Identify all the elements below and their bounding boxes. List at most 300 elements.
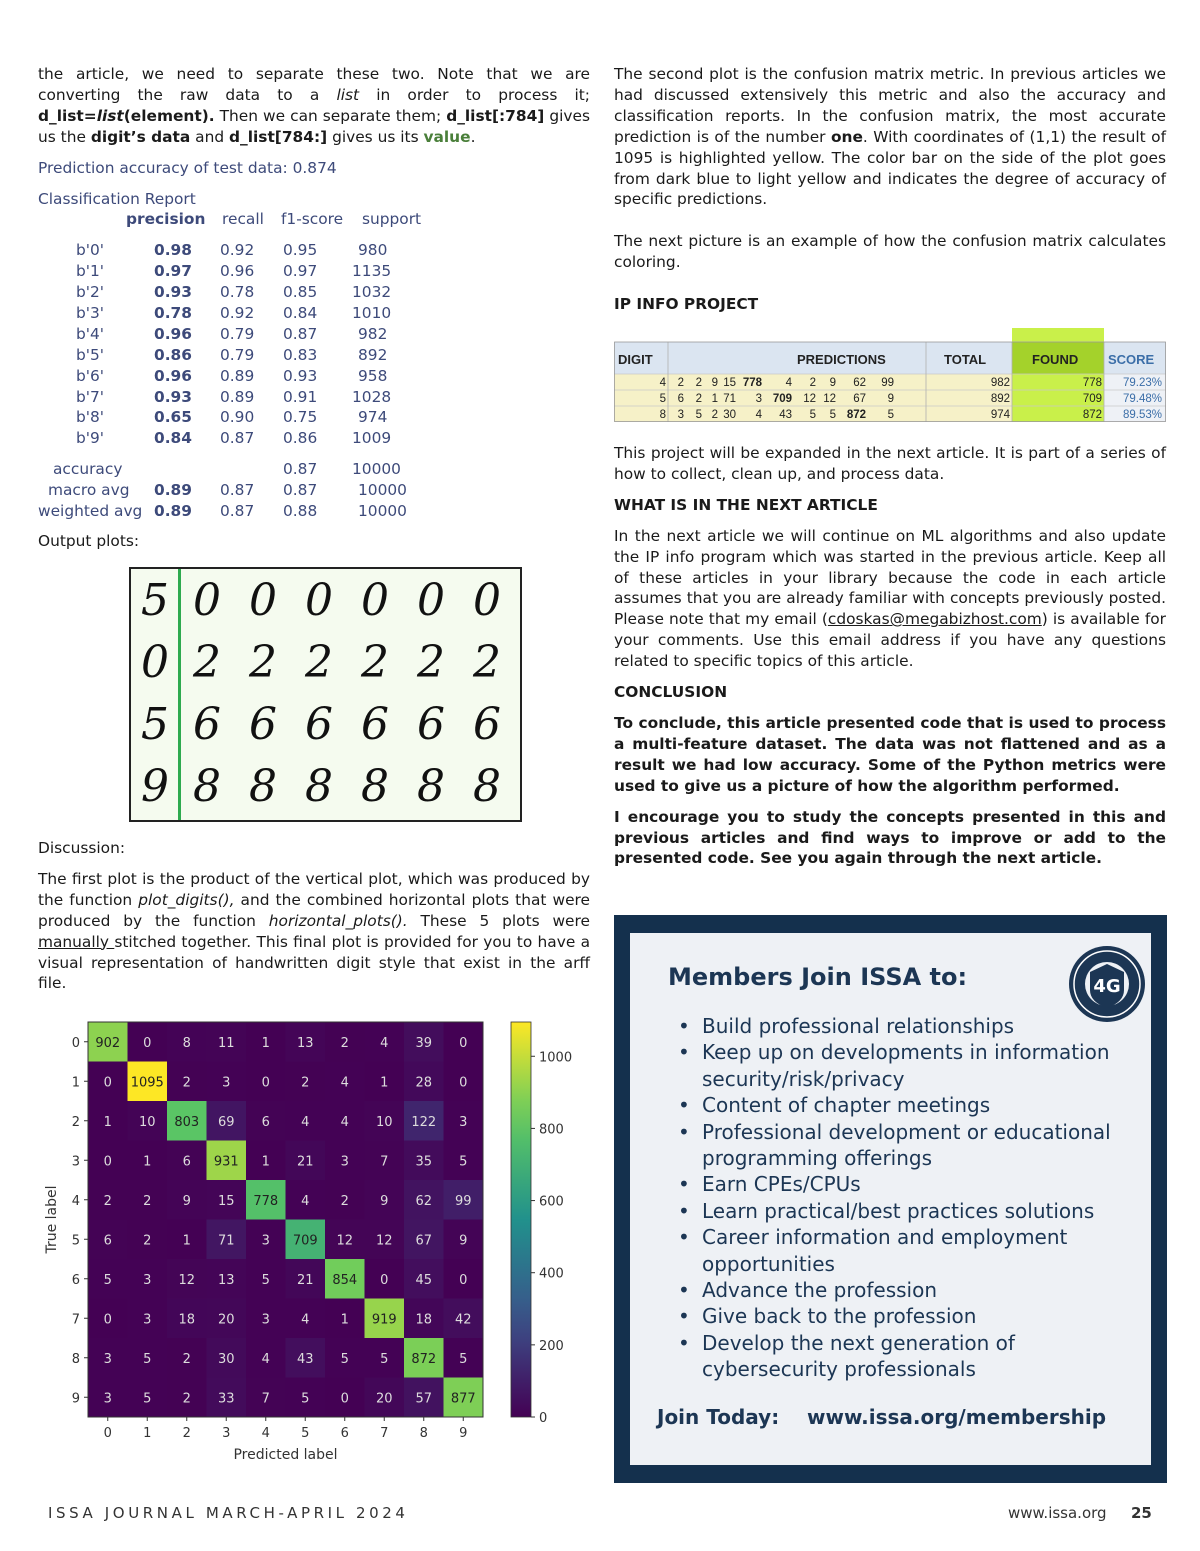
- handwritten-digit: 6: [417, 698, 445, 750]
- left-column: [38, 64, 590, 552]
- cm-cell-value: 5: [103, 1272, 112, 1288]
- report-recall: 0.79: [220, 345, 255, 364]
- ip-row-score: 79.48%: [1122, 393, 1162, 405]
- report-support: 1028: [352, 387, 392, 406]
- report-precision: 0.89: [154, 502, 192, 520]
- footer-site-link[interactable]: www.issa.org: [1008, 1504, 1107, 1522]
- cm-cell-value: 12: [178, 1272, 196, 1288]
- cm-cell-value: 6: [103, 1233, 112, 1249]
- report-f1: 0.87: [283, 481, 318, 500]
- ip-row-prediction: 2: [711, 409, 718, 421]
- cm-cell-value: 709: [292, 1233, 318, 1249]
- report-row: [38, 387, 590, 408]
- report-recall: 0.96: [220, 262, 255, 281]
- cm-cell-value: 1: [261, 1035, 270, 1051]
- cm-cell-value: 0: [103, 1312, 112, 1328]
- ip-info-table: [614, 328, 1166, 422]
- report-precision: 0.65: [154, 408, 192, 427]
- cm-cell-value: 12: [336, 1233, 354, 1249]
- handwritten-digit-grid: [129, 567, 522, 822]
- report-summary: [38, 459, 590, 522]
- cm-cell-value: 5: [380, 1351, 389, 1367]
- report-row-label: accuracy: [53, 460, 123, 479]
- report-row-label: b'3': [76, 303, 105, 322]
- output-plots-label: Output plots:: [38, 531, 140, 550]
- ip-row-prediction: 5: [829, 409, 836, 421]
- ip-table-header: TOTAL: [944, 352, 987, 367]
- cm-cell-value: 4: [301, 1193, 310, 1209]
- report-header-support: support: [362, 210, 422, 229]
- cm-cell-value: 0: [103, 1075, 112, 1091]
- report-f1: 0.87: [283, 460, 318, 479]
- ad-panel: [630, 933, 1151, 1465]
- report-row-label: weighted avg: [38, 502, 143, 520]
- report-f1: 0.93: [283, 366, 318, 385]
- cm-cell-value: 931: [213, 1154, 239, 1170]
- handwritten-digit: 0: [141, 636, 169, 688]
- ip-row-found: 778: [1082, 377, 1102, 389]
- cm-cell-value: 4: [301, 1312, 310, 1328]
- cm-cell-value: 69: [217, 1114, 235, 1130]
- report-precision: 0.98: [154, 241, 192, 260]
- report-f1: 0.97: [283, 262, 318, 281]
- cm-cell-value: 0: [380, 1272, 389, 1288]
- report-row: [38, 480, 590, 501]
- report-row: [38, 501, 590, 522]
- handwritten-digit: 8: [417, 760, 445, 812]
- cm-y-tick-label: 8: [71, 1351, 80, 1367]
- cm-cell-value: 7: [261, 1391, 270, 1407]
- report-row-label: b'9': [76, 429, 105, 448]
- cm-cell-value: 42: [454, 1312, 472, 1328]
- ip-row-prediction: 30: [723, 409, 736, 421]
- handwritten-digit: 2: [473, 636, 501, 688]
- cm-cell-value: 3: [103, 1391, 112, 1407]
- cm-cell-value: 5: [340, 1351, 349, 1367]
- cm-cell-value: 30: [217, 1351, 235, 1367]
- cm-colorbar-tick-label: 200: [539, 1338, 564, 1354]
- cm-y-tick-label: 9: [71, 1391, 80, 1407]
- handwritten-digit: 0: [305, 574, 333, 626]
- report-support: 1010: [352, 303, 392, 322]
- footer-journal: ISSA JOURNAL MARCH-APRIL 2024: [48, 1504, 409, 1522]
- ad-title: Members Join ISSA to:: [668, 963, 968, 991]
- ad-benefit-item: • Advance the profession: [678, 1277, 1118, 1303]
- confusion-matrix-svg: [38, 1012, 590, 1482]
- cm-cell-value: 1: [261, 1154, 270, 1170]
- cm-cell-value: 1: [182, 1233, 191, 1249]
- ip-row-prediction: 2: [695, 377, 702, 389]
- report-support: 1135: [352, 262, 392, 281]
- ad-benefit-item: • Build professional relationships: [678, 1013, 1118, 1039]
- report-recall: 0.89: [220, 387, 255, 406]
- ip-row-total: 974: [990, 409, 1010, 421]
- ip-row-prediction: 71: [723, 393, 736, 405]
- project-expansion-paragraph: This project will be expanded in the next article. It is part of a series of how to collect, clean up, and process data.: [614, 444, 1166, 483]
- report-precision: 0.78: [154, 303, 192, 322]
- ip-row-score: 89.53%: [1122, 409, 1162, 421]
- ip-row-prediction: 5: [809, 409, 816, 421]
- ip-row-prediction: 9: [711, 377, 718, 389]
- report-f1: 0.87: [283, 324, 318, 343]
- report-row-label: macro avg: [48, 481, 130, 500]
- cm-cell-value: 9: [459, 1233, 468, 1249]
- cm-cell-value: 3: [261, 1312, 270, 1328]
- report-support: 10000: [358, 481, 407, 500]
- cm-cell-value: 0: [143, 1035, 152, 1051]
- handwritten-digit: 2: [361, 636, 389, 688]
- report-support: 980: [358, 241, 388, 260]
- handwritten-digit: 6: [305, 698, 333, 750]
- cm-cell-value: 4: [340, 1114, 349, 1130]
- handwritten-digit: 8: [361, 760, 389, 812]
- report-row: [38, 459, 590, 480]
- cm-cell-value: 3: [340, 1154, 349, 1170]
- ip-row-prediction: 12: [803, 393, 816, 405]
- report-recall: 0.78: [220, 283, 255, 302]
- report-row-label: b'4': [76, 324, 105, 343]
- ip-table-header: PREDICTIONS: [797, 352, 886, 367]
- cm-cell-value: 2: [143, 1193, 152, 1209]
- ip-row-prediction: 872: [846, 409, 866, 421]
- ip-row-prediction: 12: [823, 393, 836, 405]
- cm-cell-value: 71: [217, 1233, 235, 1249]
- discussion-paragraph: The first plot is the product of the vertical plot, which was produced by the function plot_digits(), and the combined horizontal plots that were produced by the function horizontal_plots(). These 5 plots were manually stitched together. This final plot is provided for you to have a visual representation of handwritten digit style that exist in the arff file.: [38, 869, 591, 993]
- cm-cell-value: 0: [459, 1272, 468, 1288]
- cm-cell-value: 6: [182, 1154, 191, 1170]
- cm-cell-value: 18: [415, 1312, 433, 1328]
- report-f1: 0.86: [283, 429, 318, 448]
- ip-row-prediction: 4: [785, 377, 792, 389]
- report-row: [38, 428, 590, 449]
- cm-cell-value: 5: [459, 1154, 468, 1170]
- ad-benefit-item: • Give back to the profession: [678, 1303, 1118, 1329]
- classification-report: [38, 189, 590, 522]
- handwritten-digit: 6: [249, 698, 277, 750]
- cm-x-axis-label: Predicted label: [233, 1447, 338, 1463]
- report-row-label: b'6': [76, 366, 105, 385]
- report-f1: 0.95: [283, 241, 318, 260]
- ip-row-digit: 5: [659, 393, 666, 405]
- cm-cell-value: 39: [415, 1035, 433, 1051]
- report-row: [38, 261, 590, 282]
- ip-row-prediction: 9: [829, 377, 836, 389]
- right-column-lower: [614, 443, 1166, 869]
- cm-cell-value: 43: [296, 1351, 314, 1367]
- handwritten-digit: 5: [141, 574, 169, 626]
- footer-page-number: 25: [1131, 1504, 1152, 1522]
- cm-cell-value: 0: [459, 1075, 468, 1091]
- report-support: 974: [358, 408, 388, 427]
- cm-cell-value: 28: [415, 1075, 433, 1091]
- handwritten-digit: 2: [305, 636, 333, 688]
- cm-colorbar-tick-label: 0: [539, 1411, 548, 1426]
- cm-cell-value: 1095: [130, 1075, 164, 1091]
- ip-row-prediction: 709: [772, 393, 792, 405]
- cm-cell-value: 18: [178, 1312, 196, 1328]
- cm-cell-value: 2: [182, 1351, 191, 1367]
- ip-row-found: 872: [1082, 409, 1102, 421]
- cm-cell-value: 0: [340, 1391, 349, 1407]
- cm-cell-value: 1: [103, 1114, 112, 1130]
- handwritten-digit: 6: [361, 698, 389, 750]
- cm-x-tick-label: 7: [380, 1426, 389, 1441]
- ip-table-header: FOUND: [1032, 352, 1079, 367]
- heading-conclusion: CONCLUSION: [614, 683, 728, 702]
- ip-row-prediction: 3: [677, 409, 684, 421]
- ip-row-prediction: 62: [853, 377, 866, 389]
- cm-cell-value: 1: [380, 1075, 389, 1091]
- cm-cell-value: 9: [380, 1193, 389, 1209]
- cm-cell-value: 20: [375, 1391, 393, 1407]
- handwritten-digit: 5: [141, 698, 169, 750]
- ip-info-table-svg: [614, 328, 1166, 422]
- ip-table-header: DIGIT: [618, 352, 653, 367]
- cm-x-tick-label: 9: [459, 1426, 468, 1441]
- cm-cell-value: 2: [103, 1193, 112, 1209]
- cm-x-tick-label: 1: [143, 1426, 152, 1441]
- report-row: [38, 345, 590, 366]
- cm-y-tick-label: 6: [71, 1272, 80, 1288]
- ip-row-prediction: 2: [695, 393, 702, 405]
- heading-next-article: WHAT IS IN THE NEXT ARTICLE: [614, 495, 878, 514]
- cm-x-tick-label: 0: [103, 1426, 112, 1441]
- cm-cell-value: 62: [415, 1193, 433, 1209]
- ip-row-prediction: 5: [695, 409, 702, 421]
- ip-row-prediction: 3: [755, 393, 762, 405]
- ip-row-total: 982: [990, 377, 1010, 389]
- confusion-explanation: The second plot is the confusion matrix metric. In previous articles we had discussed extensively this metric and also the accuracy and classification reports. In the confusion matrix, the most accurate prediction is of the number one. With coordinates of (1,1) the result of 1095 is highlighted yellow. The color bar on the side of the plot goes from dark blue to light yellow and indicates the degree of accuracy of specific predictions.: [614, 65, 1166, 209]
- cm-cell-value: 67: [415, 1233, 433, 1249]
- cm-cell-value: 3: [103, 1351, 112, 1367]
- report-body: [38, 240, 590, 449]
- next-picture-paragraph: The next picture is an example of how the confusion matrix calculates coloring.: [614, 232, 1166, 272]
- report-recall: 0.92: [220, 241, 255, 260]
- ip-row-prediction: 99: [881, 377, 894, 389]
- report-recall: 0.92: [220, 303, 255, 322]
- handwritten-digit: 6: [193, 698, 221, 750]
- cm-cell-value: 10: [138, 1114, 156, 1130]
- report-f1: 0.88: [283, 502, 318, 520]
- report-row-label: b'8': [76, 408, 105, 427]
- cm-cell-value: 5: [301, 1391, 310, 1407]
- handwritten-digit: 0: [361, 574, 389, 626]
- discussion-label: Discussion:: [38, 839, 126, 857]
- handwritten-digit: 9: [141, 760, 169, 812]
- accuracy-line: Prediction accuracy of test data: 0.874: [38, 158, 337, 177]
- right-column: [614, 64, 1166, 315]
- cm-cell-value: 5: [143, 1351, 152, 1367]
- report-row-label: b'5': [76, 345, 105, 364]
- issa-membership-ad: [614, 915, 1167, 1483]
- report-recall: 0.89: [220, 366, 255, 385]
- cm-y-tick-label: 2: [71, 1114, 80, 1130]
- author-email-link[interactable]: cdoskas@megabizhost.com: [827, 610, 1042, 629]
- ip-row-prediction: 9: [887, 393, 894, 405]
- cm-cell-value: 2: [340, 1193, 349, 1209]
- cm-cell-value: 2: [340, 1035, 349, 1051]
- handwritten-digit: 0: [193, 574, 221, 626]
- report-f1: 0.83: [283, 345, 318, 364]
- report-row: [38, 366, 590, 387]
- cm-cell-value: 12: [375, 1233, 393, 1249]
- report-precision: 0.96: [154, 324, 192, 343]
- report-header-precision: precision: [126, 210, 206, 229]
- cm-x-tick-label: 3: [222, 1426, 231, 1441]
- cm-cell-value: 2: [143, 1233, 152, 1249]
- report-row-label: b'1': [76, 262, 105, 281]
- cm-cell-value: 5: [143, 1391, 152, 1407]
- report-header-f1: f1-score: [281, 210, 344, 229]
- cm-cell-value: 122: [411, 1114, 437, 1130]
- handwritten-digit: 0: [417, 574, 445, 626]
- cm-cell-value: 21: [296, 1272, 314, 1288]
- next-article-paragraph: In the next article we will continue on ML algorithms and also update the IP info program which was started in the previous article. Keep all of these articles in your library because the code in each article assumes that you are already familiar with concepts previously posted. Please note that my email (cdoskas@megabizhost.com) is available for your comments. Use this email address if you have any questions related to specific topics of this article.: [614, 526, 1166, 671]
- report-support: 982: [358, 324, 388, 343]
- ip-row-score: 79.23%: [1122, 377, 1162, 389]
- ip-row-prediction: 2: [809, 377, 816, 389]
- cm-cell-value: 7: [380, 1154, 389, 1170]
- report-precision: 0.97: [154, 262, 192, 281]
- discussion-section: [38, 838, 590, 994]
- report-support: 1032: [352, 283, 392, 302]
- cm-colorbar-tick-label: 1000: [539, 1050, 573, 1066]
- cm-cell-value: 2: [182, 1391, 191, 1407]
- cm-y-tick-label: 3: [71, 1154, 80, 1170]
- report-support: 892: [358, 345, 388, 364]
- cm-cell-value: 4: [340, 1075, 349, 1091]
- ip-row-prediction: 6: [677, 393, 684, 405]
- cm-cell-value: 2: [301, 1075, 310, 1091]
- handwritten-digit: 8: [305, 760, 333, 812]
- report-precision: 0.93: [154, 387, 192, 406]
- ip-row-prediction: 43: [779, 409, 792, 421]
- handwritten-digit: 0: [473, 574, 501, 626]
- report-f1: 0.85: [283, 283, 318, 302]
- cm-colorbar-tick-label: 600: [539, 1194, 564, 1210]
- cm-y-tick-label: 7: [71, 1312, 80, 1328]
- cm-cell-value: 4: [301, 1114, 310, 1130]
- report-row: [38, 282, 590, 303]
- cm-cell-value: 4: [380, 1035, 389, 1051]
- report-row-label: b'7': [76, 387, 105, 406]
- cm-cell-value: 13: [296, 1035, 314, 1051]
- cm-cell-value: 33: [217, 1391, 235, 1407]
- handwritten-digit: 2: [417, 636, 445, 688]
- cm-y-tick-label: 4: [71, 1193, 80, 1209]
- report-row-label: b'2': [76, 283, 105, 302]
- cm-cell-value: 11: [217, 1035, 235, 1051]
- cm-cell-value: 15: [217, 1193, 235, 1209]
- cm-cell-value: 872: [411, 1351, 437, 1367]
- report-row: [38, 324, 590, 345]
- ip-row-prediction: 778: [742, 377, 762, 389]
- cm-x-tick-label: 8: [419, 1426, 428, 1441]
- cm-colorbar-tick-label: 800: [539, 1122, 564, 1138]
- cm-cell-value: 57: [415, 1391, 433, 1407]
- cm-y-tick-label: 1: [71, 1075, 80, 1091]
- handwritten-digit: 2: [193, 636, 221, 688]
- report-f1: 0.75: [283, 408, 318, 427]
- cm-y-tick-label: 5: [71, 1233, 80, 1249]
- ad-benefit-item: • Develop the next generation of cybersecurity professionals: [678, 1330, 1118, 1383]
- report-precision: 0.86: [154, 345, 192, 364]
- cm-cell-value: 6: [261, 1114, 270, 1130]
- cm-cell-value: 0: [261, 1075, 270, 1091]
- handwritten-digit: 2: [249, 636, 277, 688]
- cm-cell-value: 35: [415, 1154, 433, 1170]
- report-support: 1009: [352, 429, 392, 448]
- cm-cell-value: 3: [143, 1272, 152, 1288]
- report-header-recall: recall: [222, 210, 264, 229]
- report-precision: 0.96: [154, 366, 192, 385]
- report-precision: 0.84: [154, 429, 192, 448]
- ad-benefit-item: • Career information and employment opportunities: [678, 1224, 1118, 1277]
- cm-colorbar: [511, 1022, 531, 1417]
- report-title: Classification Report: [38, 189, 196, 208]
- cm-cell-value: 5: [459, 1351, 468, 1367]
- issa-anniversary-seal-icon: [1067, 944, 1147, 1024]
- report-precision: 0.89: [154, 481, 192, 500]
- cm-cell-value: 919: [371, 1312, 397, 1328]
- ip-row-prediction: 1: [711, 393, 718, 405]
- cm-cell-value: 21: [296, 1154, 314, 1170]
- cm-x-tick-label: 5: [301, 1426, 310, 1441]
- cm-cell-value: 0: [103, 1154, 112, 1170]
- handwritten-digit: 8: [249, 760, 277, 812]
- ip-row-found: 709: [1082, 393, 1102, 405]
- cm-x-tick-label: 4: [261, 1426, 270, 1441]
- ad-benefit-item: • Professional development or educational programming offerings: [678, 1119, 1118, 1172]
- report-f1: 0.91: [283, 387, 318, 406]
- ip-row-prediction: 4: [755, 409, 762, 421]
- handwritten-digit: 6: [473, 698, 501, 750]
- cm-cell-value: 5: [261, 1272, 270, 1288]
- confusion-matrix-chart: [38, 1012, 590, 1482]
- handwritten-digit: 8: [193, 760, 221, 812]
- cm-cell-value: 877: [450, 1391, 476, 1407]
- report-precision: 0.93: [154, 283, 192, 302]
- ip-table-header: SCORE: [1108, 352, 1155, 367]
- report-recall: 0.90: [220, 408, 255, 427]
- ad-membership-link[interactable]: www.issa.org/membership: [807, 1405, 1107, 1429]
- encouragement-paragraph: I encourage you to study the concepts presented in this and previous articles and find ways to improve or add to the presented code. See you again through the next article.: [614, 807, 1166, 868]
- handwritten-digit: 0: [249, 574, 277, 626]
- ip-row-prediction: 5: [887, 409, 894, 421]
- cm-x-tick-label: 6: [340, 1426, 349, 1441]
- cm-cell-value: 2: [182, 1075, 191, 1091]
- cm-cell-value: 13: [217, 1272, 235, 1288]
- report-row: [38, 303, 590, 324]
- report-f1: 0.84: [283, 303, 318, 322]
- ad-benefit-item: • Learn practical/best practices solutions: [678, 1198, 1118, 1224]
- report-support: 958: [358, 366, 388, 385]
- report-recall: 0.79: [220, 324, 255, 343]
- report-recall: 0.87: [220, 502, 255, 520]
- ad-benefit-item: • Content of chapter meetings: [678, 1092, 1118, 1118]
- ip-row-prediction: 2: [677, 377, 684, 389]
- cm-y-tick-label: 0: [71, 1035, 80, 1051]
- report-recall: 0.87: [220, 481, 255, 500]
- report-row: [38, 407, 590, 428]
- heading-ip-info-project: IP INFO PROJECT: [614, 295, 759, 314]
- ip-row-prediction: 15: [723, 377, 736, 389]
- report-support: 10000: [352, 460, 401, 479]
- cm-cell-value: 3: [459, 1114, 468, 1130]
- ip-row-digit: 4: [659, 377, 666, 389]
- cm-cell-value: 3: [143, 1312, 152, 1328]
- seal-text: 4G: [1093, 976, 1121, 997]
